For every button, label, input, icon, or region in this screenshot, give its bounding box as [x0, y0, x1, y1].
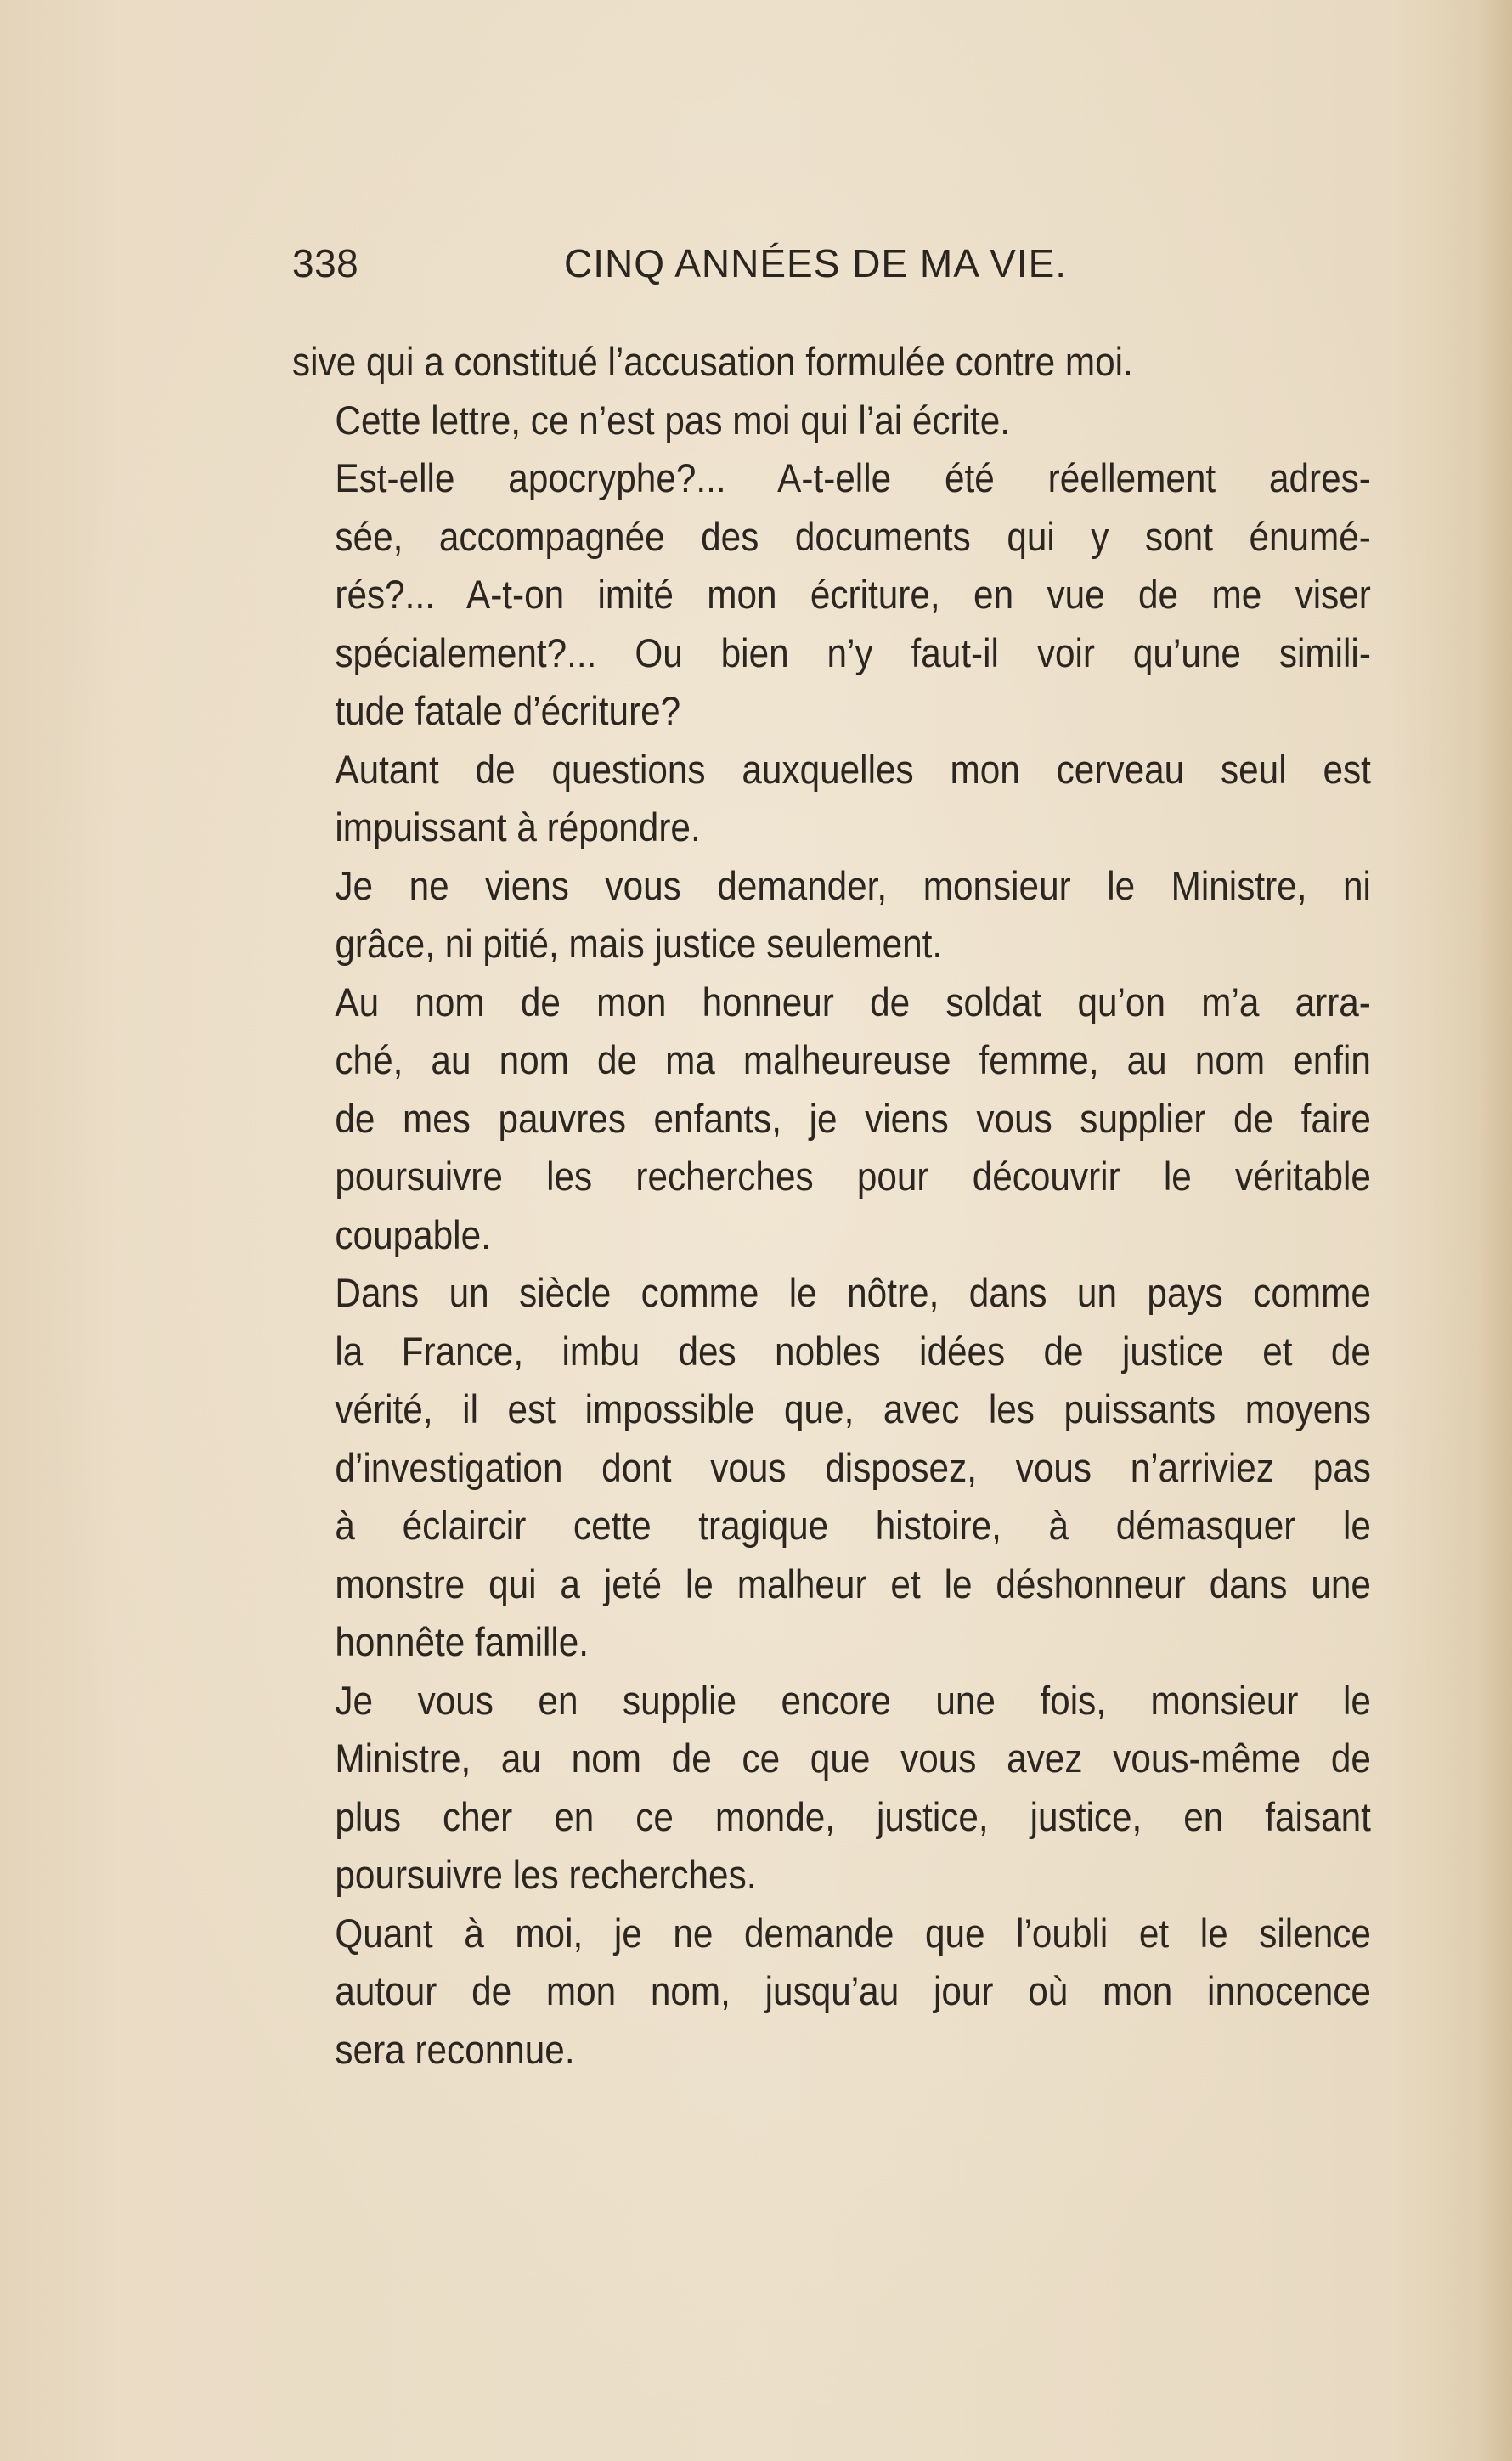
paragraph: [292, 392, 1371, 450]
page-number: 338: [292, 241, 359, 285]
text-line: Quant à moi, je ne demande que l’oubli et le silence: [335, 1910, 1371, 1956]
text-line: spécialement?... Ou bien n’y faut-il voir qu’une simili-: [335, 629, 1371, 675]
text-line: poursuivre les recherches.: [335, 1852, 757, 1897]
text-line: monstre qui a jeté le malheur et le déshonneur dans une: [335, 1561, 1371, 1606]
text-line: sive qui a constitué l’accusation formulée contre moi.: [292, 339, 1133, 384]
text-line: à éclaircir cette tragique histoire, à démasquer le: [335, 1503, 1371, 1548]
text-line: Ministre, au nom de ce que vous avez vous-même de: [335, 1736, 1371, 1781]
text-line: honnête famille.: [335, 1619, 590, 1664]
text-line: plus cher en ce monde, justice, justice, en faisant: [335, 1793, 1371, 1839]
paragraph: [292, 449, 1371, 741]
paragraph: [292, 1905, 1371, 2080]
text-line: Je vous en supplie encore une fois, monsieur le: [335, 1677, 1371, 1723]
text-line: ché, au nom de ma malheureuse femme, au nom enfin: [335, 1037, 1371, 1082]
letter-body: [292, 333, 1371, 2079]
page-edge-shadow: [1478, 0, 1512, 2461]
text-line: Est-elle apocryphe?... A-t-elle été réellement adres-: [335, 455, 1371, 500]
text-line: grâce, ni pitié, mais justice seulement.: [335, 921, 943, 966]
running-title: CINQ ANNÉES DE MA VIE.: [564, 241, 1068, 285]
paragraph: [292, 333, 1371, 392]
paragraph: [292, 857, 1371, 974]
paragraph: [292, 1264, 1371, 1672]
text-line: d’investigation dont vous disposez, vous n’arriviez pas: [335, 1444, 1371, 1490]
text-line: impuissant à répondre.: [335, 804, 701, 849]
text-line: autour de mon nom, jusqu’au jour où mon innocence: [335, 1968, 1371, 2013]
paragraph: [292, 741, 1371, 857]
paragraph: [292, 974, 1371, 1265]
text-line: poursuivre les recherches pour découvrir le véritable: [335, 1154, 1371, 1199]
text-line: tude fatale d’écriture?: [335, 688, 681, 733]
page-header: [292, 240, 1142, 300]
text-line: vérité, il est impossible que, avec les puissants moyens: [335, 1386, 1371, 1431]
text-line: la France, imbu des nobles idées de justice et de: [335, 1328, 1371, 1374]
text-line: sera reconnue.: [335, 2026, 575, 2072]
text-line: Je ne viens vous demander, monsieur le Ministre, ni: [335, 862, 1371, 908]
text-line: rés?... A-t-on imité mon écriture, en vue de me viser: [335, 572, 1371, 617]
text-line: Au nom de mon honneur de soldat qu’on m’a arra-: [335, 979, 1371, 1024]
text-line: Autant de questions auxquelles mon cerveau seul est: [335, 746, 1371, 792]
text-line: Dans un siècle comme le nôtre, dans un pays comme: [335, 1270, 1371, 1315]
text-line: sée, accompagnée des documents qui y sont énumé-: [335, 513, 1371, 559]
text-line: Cette lettre, ce n’est pas moi qui l’ai écrite.: [335, 397, 1011, 443]
paragraph: [292, 1672, 1371, 1905]
text-line: coupable.: [335, 1211, 491, 1257]
text-line: de mes pauvres enfants, je viens vous supplier de faire: [335, 1095, 1371, 1141]
